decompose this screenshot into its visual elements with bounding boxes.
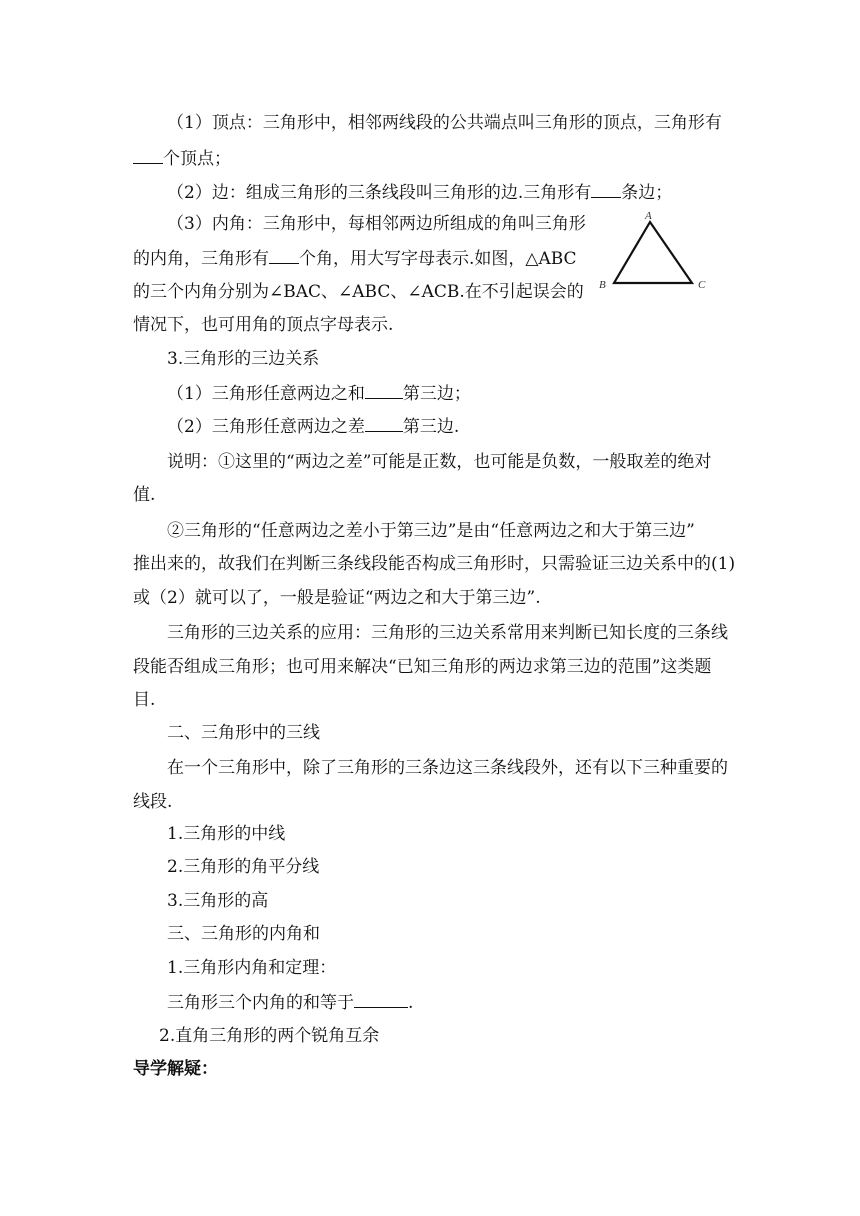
- line-sum-rule: （1）三角形任意两边之和 第三边；: [167, 384, 471, 404]
- line-edge-def: （2）边：组成三角形的三条线段叫三角形的边.三角形有 条边；: [167, 183, 673, 203]
- line-note-2-cont: 推出来的，故我们在判断三条线段能否构成三角形时，只需验证三边关系中的(1): [133, 554, 736, 574]
- line-note-1: 说明：①这里的“两边之差”可能是正数，也可能是负数，一般取差的绝对: [167, 452, 712, 472]
- blank-angle-count[interactable]: [269, 247, 299, 264]
- line-angle-def: （3）内角：三角形中，每相邻两边所组成的角叫三角形: [167, 214, 586, 234]
- line-diff-rule: （2）三角形任意两边之差 第三边.: [167, 417, 460, 437]
- triangle-shape: [614, 222, 692, 283]
- blank-sum-rule[interactable]: [365, 382, 403, 399]
- line-note-1-end: 值.: [133, 485, 156, 505]
- line-angle-names: 的三个内角分别为∠BAC、∠ABC、∠ACB.在不引起误会的: [133, 282, 584, 302]
- line-note-2: ②三角形的“任意两边之差小于第三边”是由“任意两边之和大于第三边”: [167, 521, 695, 541]
- blank-vertex-count[interactable]: [133, 147, 163, 164]
- blank-edge-count[interactable]: [591, 181, 621, 198]
- label-c: C: [698, 279, 706, 291]
- line-angle-count: 的内角，三角形有 个角，用大写字母表示.如图，△ABC: [133, 249, 577, 269]
- line-three-lines-intro: 在一个三角形中，除了三角形的三条边这三条线段外，还有以下三种重要的: [167, 758, 728, 778]
- line-angle-sum-theorem: 1.三角形内角和定理：: [167, 958, 337, 978]
- triangle-abc-figure: [595, 205, 715, 295]
- section-three-lines: 二、三角形中的三线: [167, 723, 320, 743]
- blank-diff-rule[interactable]: [365, 415, 403, 432]
- line-angle-sum-value: 三角形三个内角的和等于 .: [167, 993, 414, 1013]
- item-median: 1.三角形的中线: [167, 824, 286, 844]
- item-altitude: 3.三角形的高: [167, 891, 269, 911]
- line-vertex-count: 个顶点；: [133, 147, 231, 170]
- line-vertex-def: （1）顶点：三角形中，相邻两线段的公共端点叫三角形的顶点，三角形有: [167, 113, 722, 133]
- line-right-triangle: 2.直角三角形的两个锐角互余: [159, 1026, 380, 1046]
- blank-angle-sum[interactable]: [354, 991, 408, 1008]
- label-a: A: [645, 210, 652, 222]
- heading-guided-questions: 导学解疑：: [133, 1059, 218, 1079]
- section-angle-sum: 三、三角形的内角和: [167, 924, 320, 944]
- line-three-lines-end: 线段.: [133, 792, 173, 812]
- line-application: 三角形的三边关系的应用：三角形的三边关系常用来判断已知长度的三条线: [167, 623, 728, 643]
- item-angle-bisector: 2.三角形的角平分线: [167, 857, 320, 877]
- line-note-2-end: 或（2）就可以了，一般是验证“两边之和大于第三边”.: [133, 588, 541, 608]
- section-three-sides: 3.三角形的三边关系: [167, 349, 320, 369]
- label-b: B: [599, 279, 606, 291]
- line-angle-vertex-note: 情况下，也可用角的顶点字母表示.: [133, 315, 394, 335]
- line-application-cont: 段能否组成三角形；也可用来解决“已知三角形的两边求第三边的范围”这类题: [133, 657, 712, 677]
- line-application-end: 目.: [133, 690, 156, 710]
